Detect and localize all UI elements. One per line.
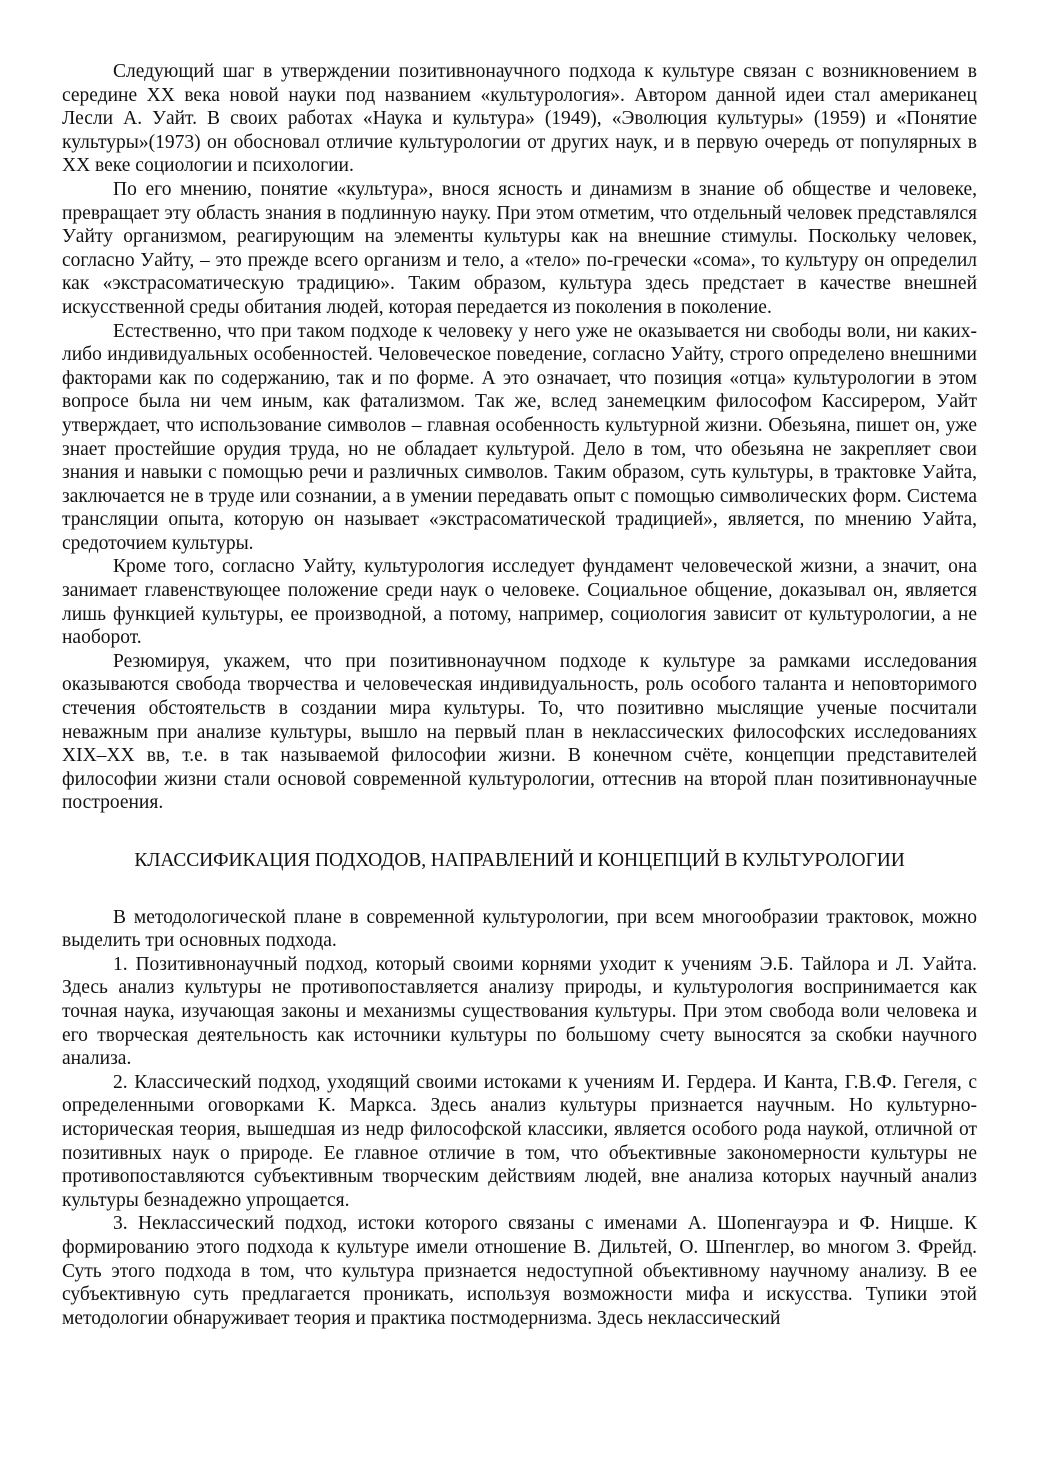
paragraph-culturology-foundation: Кроме того, согласно Уайту, культурология исследует фундамент человеческой жизни, а значит, она занимает главенствующее положение среди наук о человеке. Социальное общение, доказывал он, является лишь функцией культуры, ее производной, а потому, например, социология зависит от культурологии, а не наоборот. [62, 556, 977, 649]
paragraph-approach-nonclassical: 3. Неклассический подход, истоки которого связаны с именами А. Шопенгауэра и Ф. Ницше. К формированию этого подхода к культуре имели отношение В. Дильтей, О. Шпенглер, во многом З. Фрейд. Суть этого подхода в том, что культура признается недоступной объективному научному анализу. В ее субъективную суть предлагается проникать, используя возможности мифа и искусства. Тупики этой методологии обнаруживает теория и практика постмодернизма. Здесь неклассический [62, 1213, 977, 1329]
paragraph-culture-concept: По его мнению, понятие «культура», внося ясность и динамизм в знание об обществе и человеке, превращает эту область знания в подлинную науку. При этом отметим, что отдельный человек представлялся Уайту организмом, реагирующим на элементы культуры как на внешние стимулы. Поскольку человек, согласно Уайту, – это прежде всего организм и тело, а «тело» по-гречески «сома», то культуру он определил как «экстрасоматическую традицию». Таким образом, культура здесь предстает в качестве внешней искусственной среды обитания людей, которая передается из поколения в поколение. [62, 178, 977, 318]
section-positivist-approach [62, 60, 977, 815]
paragraph-white-culturology-origin: Следующий шаг в утверждении позитивнонаучного подхода к культуре связан с возникновением в середине XX века новой науки под названием «культурология». Автором данной идеи стал американец Лесли А. Уайт. В своих работах «Наука и культура» (1949), «Эволюция культуры» (1959) и «Понятие культуры»(1973) он обосновал отличие культурологии от других наук, и в первую очередь от популярных в XX веке социологии и психологии. [62, 61, 977, 177]
section-classification [62, 906, 977, 1331]
document-page [62, 60, 977, 1330]
paragraph-approach-classical: 2. Классический подход, уходящий своими истоками к учениям И. Гердера. И Канта, Г.В.Ф. Гегеля, с определенными оговорками К. Маркса. Здесь анализ культуры признается научным. Но культурно-историческая теория, вышедшая из недр философской классики, является особого рода наукой, отличной от позитивных наук о природе. Ее главное отличие в том, что объективные закономерности культуры не противопоставляются субъективным творческим действиям людей, вне анализа которых научный анализ культуры безнадежно упрощается. [62, 1071, 977, 1211]
paragraph-approach-positivist: 1. Позитивнонаучный подход, который своими корнями уходит к учениям Э.Б. Тайлора и Л. Уайта. Здесь анализ культуры не противопоставляется анализу природы, и культурология воспринимается как точная наука, изучающая законы и механизмы существования культуры. При этом свобода воли человека и его творческая деятельность как источники культуры по большому счету выносятся за скобки научного анализа. [62, 953, 977, 1070]
paragraph-three-approaches-intro: В методологической плане в современной культурологии, при всем многообразии трактовок, можно выделить три основных подхода. [62, 906, 977, 952]
paragraph-fatalism-symbols: Естественно, что при таком подходе к человеку у него уже не оказывается ни свободы воли, ни каких-либо индивидуальных особенностей. Человеческое поведение, согласно Уайту, строго определено внешними факторами как по содержанию, так и по форме. А это означает, что позиция «отца» культурологии в этом вопросе была ни чем иным, как фатализмом. Так же, вслед занемецким философом Кассирером, Уайт утверждает, что использование символов – главная особенность культурной жизни. Обезьяна, пишет он, уже знает простейшие орудия труда, но не обладает культурой. Дело в том, что обезьяна не закрепляет свои знания и навыки с помощью речи и различных символов. Таким образом, суть культуры, в трактовке Уайта, заключается не в труде или сознании, а в умении передавать опыт с помощью символических форм. Система трансляции опыта, которую он называет «экстрасоматической традицией», является, по мнению Уайта, средоточием культуры. [62, 320, 977, 554]
section-heading: КЛАССИФИКАЦИЯ ПОДХОДОВ, НАПРАВЛЕНИЙ И КОНЦЕПЦИЙ В КУЛЬТУРОЛОГИИ [134, 850, 905, 871]
paragraph-summary: Резюмируя, укажем, что при позитивнонаучном подходе к культуре за рамками исследования оказываются свобода творчества и человеческая индивидуальность, роль особого таланта и неповторимого стечения обстоятельств в создании мира культуры. То, что позитивно мыслящие ученые посчитали неважным при анализе культуры, вышло на первый план в неклассических философских исследованиях XIX–XX вв, т.е. в так называемой философии жизни. В конечном счёте, концепции представителей философии жизни стали основой современной культурологии, оттеснив на второй план позитивнонаучные построения. [62, 650, 977, 814]
